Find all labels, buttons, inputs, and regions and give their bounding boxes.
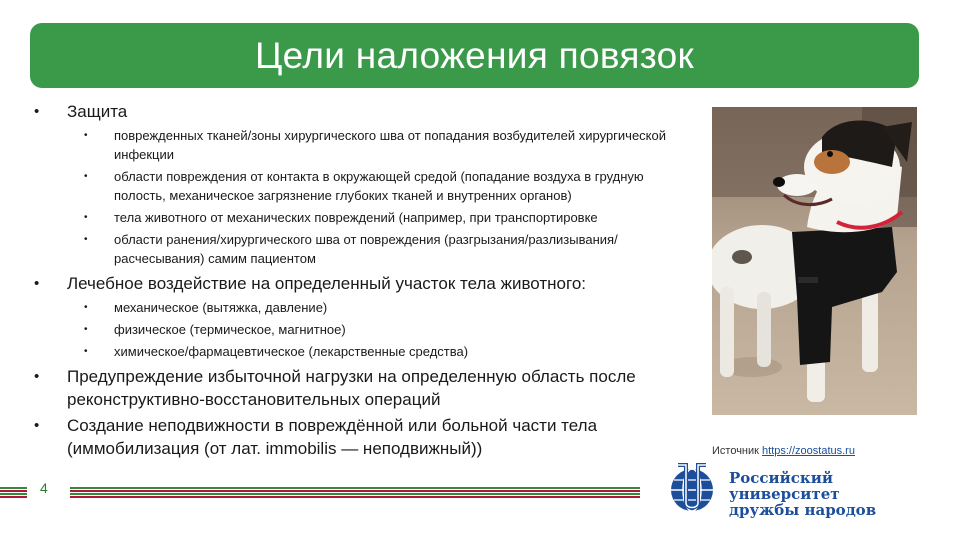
sub-bullet-text: тела животного от механических повреждений (например, при транспортировке (114, 210, 598, 225)
bullet-marker: • (34, 368, 40, 385)
bullet-text: Предупреждение избыточной нагрузки на определенную область после реконструктивно-восстановительных операций (67, 367, 636, 409)
sub-bullet (34, 167, 694, 205)
sub-bullet (34, 320, 694, 339)
sub-bullet-text: поврежденных тканей/зоны хирургического шва от попадания возбудителей хирургической инфекции (114, 128, 667, 162)
bullet-text: Лечебное воздействие на определенный участок тела животного: (67, 274, 586, 293)
sub-bullet (34, 230, 694, 268)
sub-bullet-marker: • (84, 171, 88, 182)
source-label: Источник (712, 445, 759, 457)
sub-bullet-marker: • (84, 324, 88, 335)
sub-bullet (34, 208, 694, 227)
sub-list-protection (34, 126, 694, 268)
sub-bullet-marker: • (84, 212, 88, 223)
bullet-text: Создание неподвижности в повреждённой или больной части тела (иммобилизация (от лат. immobilis — неподвижный)) (67, 416, 598, 458)
sub-bullet-text: области ранения/хирургического шва от повреждения (разгрызания/разлизывания/ расчесывания) самим пациентом (114, 232, 618, 266)
bullet-marker: • (34, 275, 40, 292)
logo-line-1: Российский университет (729, 469, 840, 503)
sub-bullet-marker: • (84, 346, 88, 357)
bullet-immobilization (34, 414, 694, 460)
bullet-marker: • (34, 417, 40, 434)
dog-bandage-photo (712, 107, 917, 415)
sub-bullet-marker: • (84, 302, 88, 313)
page-number: 4 (40, 480, 48, 496)
logo-text (729, 470, 920, 518)
sub-bullet-marker: • (84, 130, 88, 141)
sub-bullet (34, 126, 694, 164)
slide-title: Цели наложения повязок (255, 34, 694, 76)
sub-bullet (34, 342, 694, 361)
title-bar (30, 23, 919, 88)
bullet-load-prevention (34, 365, 694, 411)
globe-icon (664, 463, 720, 513)
source-caption (712, 445, 855, 457)
footer-stripes-left (0, 487, 27, 499)
logo-line-2: дружбы народов (729, 501, 877, 519)
bullet-list (34, 100, 694, 463)
bullet-text: Защита (67, 102, 128, 121)
sub-bullet-text: химическое/фармацевтическое (лекарственные средства) (114, 344, 469, 359)
sub-list-treatment (34, 298, 694, 361)
sub-bullet-text: физическое (термическое, магнитное) (114, 322, 346, 337)
bullet-treatment (34, 272, 694, 295)
sub-bullet-text: механическое (вытяжка, давление) (114, 300, 328, 315)
footer-stripes (70, 487, 640, 499)
bullet-marker: • (34, 103, 40, 120)
sub-bullet (34, 298, 694, 317)
source-link[interactable]: https://zoostatus.ru (762, 445, 855, 457)
university-logo (664, 463, 920, 519)
bullet-protection (34, 100, 694, 123)
sub-bullet-marker: • (84, 234, 88, 245)
sub-bullet-text: области повреждения от контакта в окружающей средой (попадание воздуха в грудную полость, механическое загрязнение глубоких тканей и внутренних органов) (114, 169, 644, 203)
